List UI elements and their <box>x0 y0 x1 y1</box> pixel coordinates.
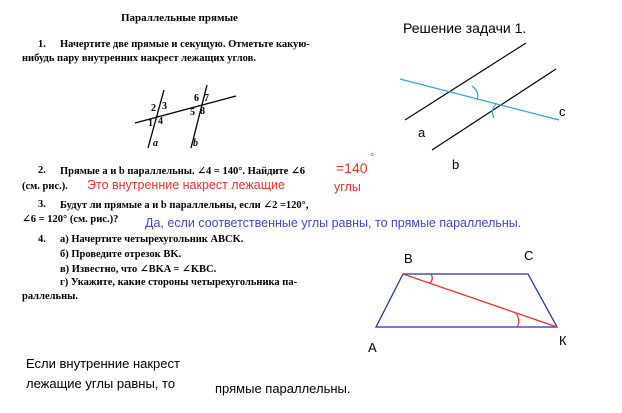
diagonal-bk <box>403 274 557 327</box>
task4-item-c: в) Известно, что ∠BKA = ∠KBC. <box>60 264 217 275</box>
conclusion-line1: Если внутренние накрест <box>26 356 180 371</box>
answer3-text: Да, если соответственные углы равны, то прямые параллельны. <box>145 216 522 230</box>
conclusion-line2: лежащие углы равны, то <box>26 376 176 391</box>
solution-label-a: a <box>418 125 426 140</box>
solution-label-c: c <box>559 104 566 119</box>
vertex-label-k: К <box>559 333 567 348</box>
task3-line2: ∠6 = 120° (см. рис.)? <box>22 214 119 225</box>
angle-arc-bka <box>516 313 519 327</box>
task4-item-d-line1: г) Укажите, какие стороны четырехугольника па- <box>60 277 298 288</box>
angle-label-3: 3 <box>162 101 167 112</box>
angle-label-5: 5 <box>190 107 195 118</box>
answer2-value: =140 <box>336 160 368 176</box>
angle-label-4: 4 <box>158 116 163 127</box>
angle-label-8: 8 <box>200 106 205 117</box>
solution-label-b: b <box>452 157 460 172</box>
line-label-b: b <box>193 138 198 149</box>
angle-label-6: 6 <box>194 93 199 104</box>
task4-item-b: б) Проведите отрезок BK. <box>60 249 182 260</box>
answer2-reason-line2: углы <box>334 180 361 194</box>
conclusion-line3: прямые параллельны. <box>215 381 351 396</box>
task1-line2: нибудь пару внутренних накрест лежащих углов. <box>22 53 256 64</box>
vertex-label-c: C <box>524 248 534 263</box>
line-label-a: a <box>153 138 158 149</box>
answer2-degree: ° <box>370 152 375 164</box>
angle-arc-kbc <box>430 274 432 283</box>
angle-label-2: 2 <box>151 103 156 114</box>
worksheet-title: Параллельные прямые <box>121 12 238 24</box>
task1-line1: Начертите две прямые и секущую. Отметьте какую- <box>60 39 310 50</box>
vertex-label-a: A <box>368 340 377 355</box>
task3-number: 3. <box>38 199 46 210</box>
task4-item-a: а) Начертите четырехугольник ABCK. <box>60 234 244 245</box>
answer2-reason-line1: Это внутренние накрест лежащие <box>87 178 285 192</box>
task2-line1: Прямые a и b параллельны. ∠4 = 140°. Найдите ∠6 <box>60 166 306 177</box>
task4-item-d-line2: раллельны. <box>22 291 78 302</box>
task4-number: 4. <box>38 234 46 245</box>
task2-number: 2. <box>38 165 46 176</box>
task2-line2: (см. рис.). <box>22 181 68 192</box>
trapezoid-abck <box>376 274 557 327</box>
task3-line1: Будут ли прямые a и b параллельны, если ∠2 =120°, <box>60 200 309 211</box>
angle-label-1: 1 <box>148 118 153 129</box>
angle-label-7: 7 <box>204 93 209 104</box>
task1-number: 1. <box>38 39 46 50</box>
vertex-label-b: B <box>404 251 413 266</box>
solution-title: Решение задачи 1. <box>403 20 527 36</box>
